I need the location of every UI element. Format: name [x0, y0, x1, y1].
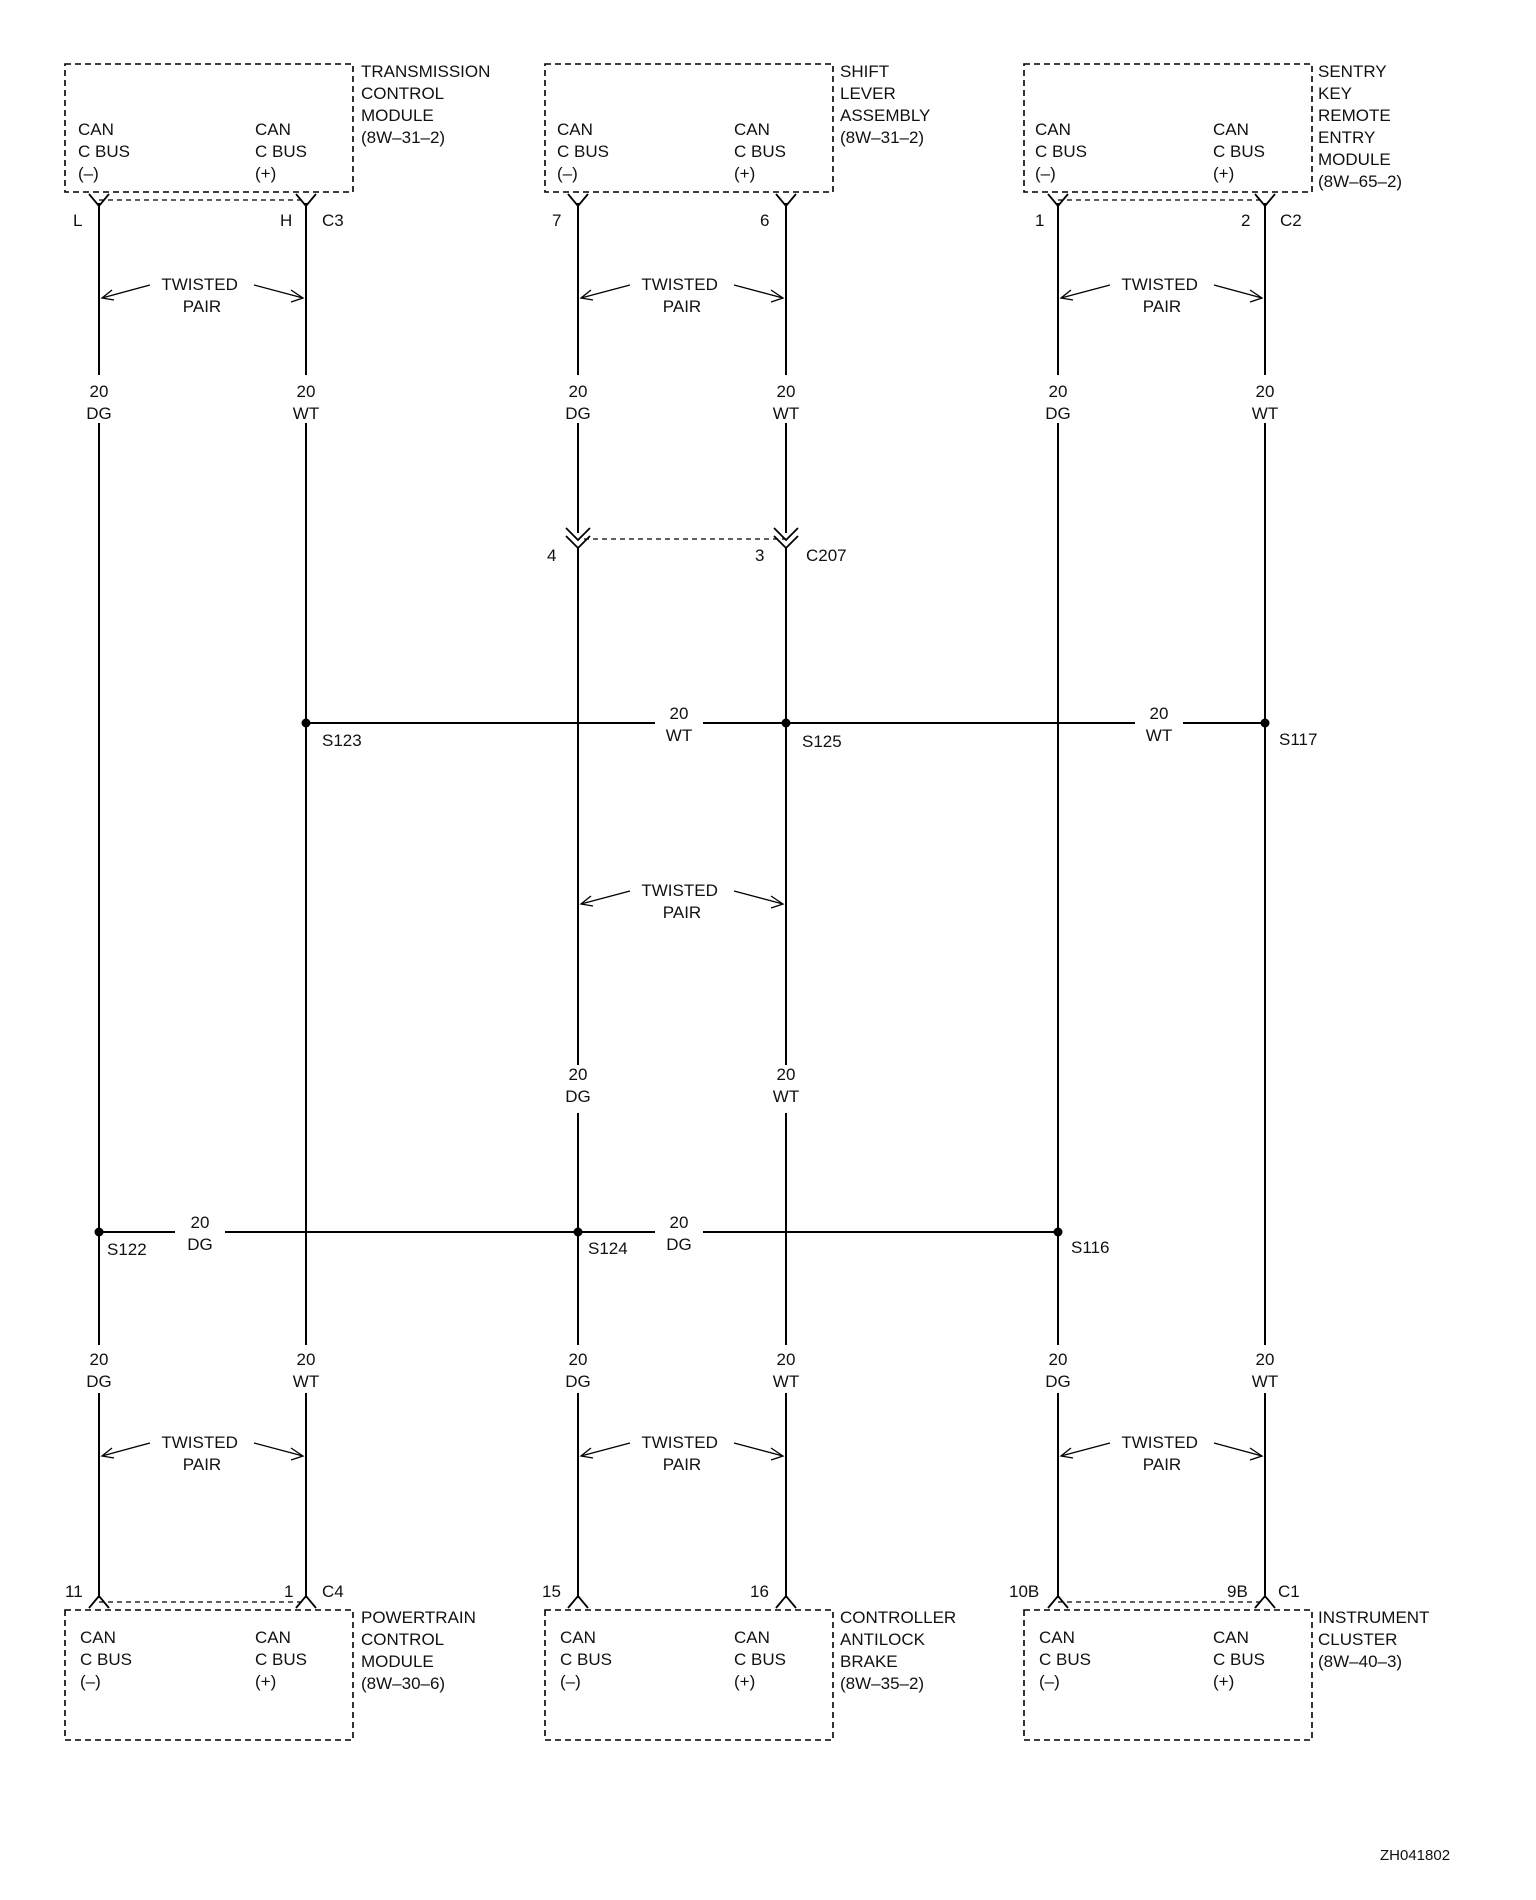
- splice-s117-dot: [1261, 719, 1270, 728]
- ic-pos-pin-label: CAN C BUS (+): [1213, 1628, 1265, 1691]
- wire-label-mid-dg: 20 DG: [565, 1065, 591, 1106]
- skrem-pin-neg-number: 1: [1035, 211, 1045, 230]
- wire-label-pcm-dg: 20 DG: [86, 1350, 112, 1391]
- twisted-pair-note-middle: [581, 881, 783, 922]
- twisted-pair-note-cab: [581, 1433, 783, 1474]
- cab-neg-pin-label: CAN C BUS (–): [560, 1628, 612, 1691]
- twisted-pair-note-skrem: [1061, 275, 1262, 316]
- wire-label-cab-dg: 20 DG: [565, 1350, 591, 1391]
- splice-s124-dot: [574, 1228, 583, 1237]
- skrem-pin-pos-number: 2: [1241, 211, 1251, 230]
- shift-neg-pin-label: CAN C BUS (–): [557, 120, 609, 183]
- c207-pin-neg-number: 4: [547, 546, 557, 565]
- splice-s123-label: S123: [322, 731, 362, 750]
- splice-s123-dot: [302, 719, 311, 728]
- pcm-connector-id: C4: [322, 1582, 344, 1601]
- cab-pin-pos-number: 16: [750, 1582, 769, 1601]
- twisted-pair-note-shift: [581, 275, 783, 316]
- skrem-module-name: SENTRY KEY REMOTE ENTRY MODULE (8W–65–2): [1318, 62, 1403, 191]
- svg-text:TWISTED PAIR: TWISTED PAIR: [161, 275, 238, 316]
- wire-label-wt-bus-left: 20 WT: [665, 704, 693, 745]
- wire-label-shift-wt: 20 WT: [772, 382, 800, 423]
- tcm-pin-neg-number: L: [73, 211, 83, 230]
- tcm-pos-pin-label: CAN C BUS (+): [255, 120, 307, 183]
- splice-s116-dot: [1054, 1228, 1063, 1237]
- pcm-pin-pos-number: 1: [284, 1582, 294, 1601]
- wire-label-ic-wt: 20 WT: [1251, 1350, 1279, 1391]
- twisted-pair-note-tcm: [102, 275, 303, 316]
- ic-pin-pos-number: 9B: [1227, 1582, 1248, 1601]
- skrem-neg-pin-label: CAN C BUS (–): [1035, 120, 1087, 183]
- ic-connector-id: C1: [1278, 1582, 1300, 1601]
- splice-s116-label: S116: [1071, 1238, 1110, 1257]
- splice-s124-label: S124: [588, 1239, 628, 1258]
- pcm-pin-neg-number: 11: [65, 1582, 83, 1601]
- shift-pin-pos-number: 6: [760, 211, 770, 230]
- cab-pos-pin-label: CAN C BUS (+): [734, 1628, 786, 1691]
- ic-pin-neg-number: 10B: [1009, 1582, 1040, 1601]
- tcm-connector-id: C3: [322, 211, 344, 230]
- splice-s117-label: S117: [1279, 730, 1318, 749]
- shift-lever-module-name: SHIFT LEVER ASSEMBLY (8W–31–2): [840, 62, 931, 147]
- shift-pin-neg-number: 7: [552, 211, 562, 230]
- pcm-neg-pin-label: CAN C BUS (–): [80, 1628, 132, 1691]
- splice-s125-label: S125: [802, 732, 842, 751]
- skrem-pos-pin-label: CAN C BUS (+): [1213, 120, 1265, 183]
- wire-label-ic-dg: 20 DG: [1045, 1350, 1071, 1391]
- skrem-connector-id: C2: [1280, 211, 1302, 230]
- wire-label-cab-wt: 20 WT: [772, 1350, 800, 1391]
- wire-label-tcm-dg: 20 DG: [86, 382, 112, 423]
- wire-label-wt-bus-right: 20 WT: [1145, 704, 1173, 745]
- c207-pos-female-tick: [774, 536, 798, 548]
- wire-label-skrem-dg: 20 DG: [1045, 382, 1071, 423]
- twisted-pair-note-pcm: [102, 1433, 303, 1474]
- splice-s122-label: S122: [107, 1240, 147, 1259]
- wire-label-dg-bus-left: 20 DG: [187, 1213, 213, 1254]
- pcm-module-name: POWERTRAIN CONTROL MODULE (8W–30–6): [361, 1608, 476, 1693]
- svg-text:TWISTED PAIR: TWISTED PAIR: [641, 275, 718, 316]
- twisted-pair-note-ic: [1061, 1433, 1262, 1474]
- c207-pin-pos-number: 3: [755, 546, 765, 565]
- ic-neg-pin-label: CAN C BUS (–): [1039, 1628, 1091, 1691]
- svg-text:TWISTED PAIR: TWISTED PAIR: [1121, 275, 1198, 316]
- pcm-pos-pin-label: CAN C BUS (+): [255, 1628, 307, 1691]
- cab-module-name: CONTROLLER ANTILOCK BRAKE (8W–35–2): [840, 1608, 957, 1693]
- wire-label-shift-dg: 20 DG: [565, 382, 591, 423]
- tcm-pin-pos-number: H: [280, 211, 293, 230]
- tcm-module-name: TRANSMISSION CONTROL MODULE (8W–31–2): [361, 62, 491, 147]
- wire-label-skrem-wt: 20 WT: [1251, 382, 1279, 423]
- wire-label-pcm-wt: 20 WT: [292, 1350, 320, 1391]
- wire-label-tcm-wt: 20 WT: [292, 382, 320, 423]
- tcm-neg-pin-label: CAN C BUS (–): [78, 120, 130, 183]
- wire-label-mid-wt: 20 WT: [772, 1065, 800, 1106]
- splice-s125-dot: [782, 719, 791, 728]
- c207-connector-id: C207: [806, 546, 847, 565]
- svg-text:TWISTED PAIR: TWISTED PAIR: [641, 1433, 718, 1474]
- figure-id: ZH041802: [1380, 1847, 1451, 1864]
- svg-text:TWISTED PAIR: TWISTED PAIR: [1121, 1433, 1198, 1474]
- svg-text:TWISTED PAIR: TWISTED PAIR: [161, 1433, 238, 1474]
- wire-label-dg-bus-right: 20 DG: [666, 1213, 692, 1254]
- ic-module-name: INSTRUMENT CLUSTER (8W–40–3): [1318, 1608, 1430, 1671]
- shift-pos-pin-label: CAN C BUS (+): [734, 120, 786, 183]
- svg-text:TWISTED PAIR: TWISTED PAIR: [641, 881, 718, 922]
- splice-s122-dot: [95, 1228, 104, 1237]
- cab-pin-neg-number: 15: [542, 1582, 561, 1601]
- c207-neg-female-tick: [566, 536, 590, 548]
